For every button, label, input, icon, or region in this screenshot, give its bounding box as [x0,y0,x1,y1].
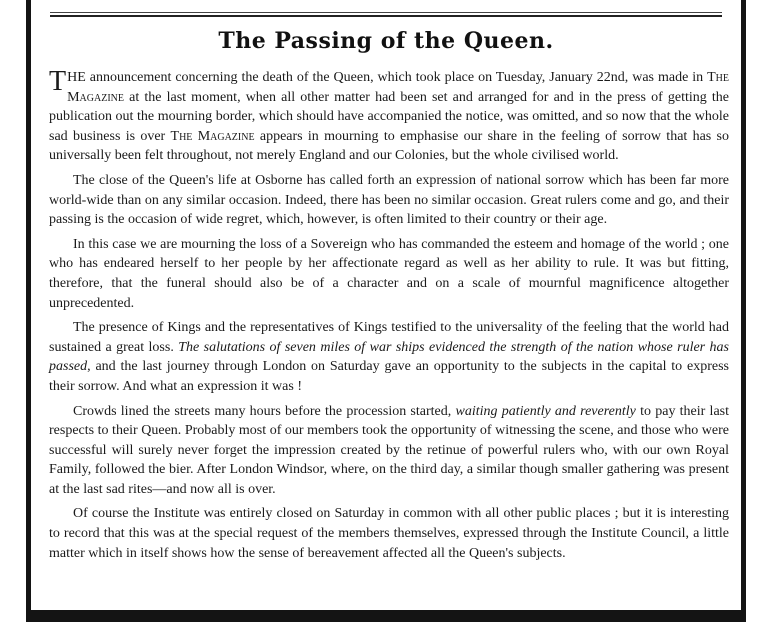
paragraph-text: appears in mourning to emphasise our share in the feeling of sorrow that has so universally been felt throughout, not merely England and our Colonies, but the whole civilised world. [49,128,729,164]
paragraph-text: In this case we are mourning the loss of a Sovereign who has commanded the esteem and homage of the world ; one who has endeared herself to her people by her affectionate regard as well as her ability to rule. It was but fitting, therefore, that the funeral should also be of a character and on a scale of mournful magnificence altogether unprecedented. [49,236,729,311]
article-paragraph [49,504,729,563]
paragraph-text: , and the last journey through London on Saturday gave an opportunity to the subjects in the capital to express their sorrow. And what an expression it was ! [49,359,729,394]
article-paragraph [49,171,729,230]
header-rule-thick [50,15,722,17]
article-paragraph [49,68,729,166]
paragraph-text: at the last moment, when all other matter had been set and arranged for and in the press of getting the publication out the mourning border, which should have accompanied the notice, was omitted, and so now that the whole sad business is over [49,89,729,144]
article-body [49,68,729,568]
paragraph-text: to pay their last respects to their Queen. Probably most of our members took the opportunity of witnessing the scene, and those who were successful will surely never forget the impression created by the retinue of powerful rulers who, with our own Royal Family, followed the bier. After London Windsor, where, on the third day, a similar though smaller gathering was present at the last sad rites—and now all is over. [49,403,729,497]
paragraph-text: The presence of Kings and the representatives of Kings testified to the universality of the feeling that the world had sustained a great loss. [49,320,729,355]
magazine-name: The Magazine [67,70,729,105]
mourning-border-right [741,0,746,622]
article-paragraph [49,402,729,500]
mourning-border-left [26,0,31,622]
article-paragraph [49,235,729,313]
paragraph-text: Crowds lined the streets many hours before the procession started, [73,403,456,419]
mourning-border-bottom [26,610,746,622]
magazine-name: The Magazine [170,128,255,144]
emphasis-text: The salutations of seven miles of war ships evidenced the strength of the nation whose ruler has passed [49,339,729,375]
header-rule-thin [50,12,722,13]
paragraph-text: Of course the Institute was entirely closed on Saturday in common with all other public places ; but it is interesting to record that this was at the special request of the members themselves, expressed through the Institute Council, a little matter which in itself shows how the sense of bereavement affected all the Queen's subjects. [49,506,729,561]
paragraph-text: HE announcement concerning the death of the Queen, which took place on Tuesday, January 22nd, was made in [67,70,708,85]
article-title: The Passing of the Queen. [218,28,554,54]
article-paragraph [49,318,729,396]
emphasis-text: waiting patiently and reverently [455,403,636,419]
paragraph-text: The close of the Queen's life at Osborne has called forth an expression of national sorrow which has been far more world-wide than on any similar occasion. Indeed, there has been no similar occasion. Great rulers come and go, and their passing is the occasion of wide regret, which, however, is often limited to their country or their age. [49,172,729,228]
drop-cap: T [49,66,67,97]
